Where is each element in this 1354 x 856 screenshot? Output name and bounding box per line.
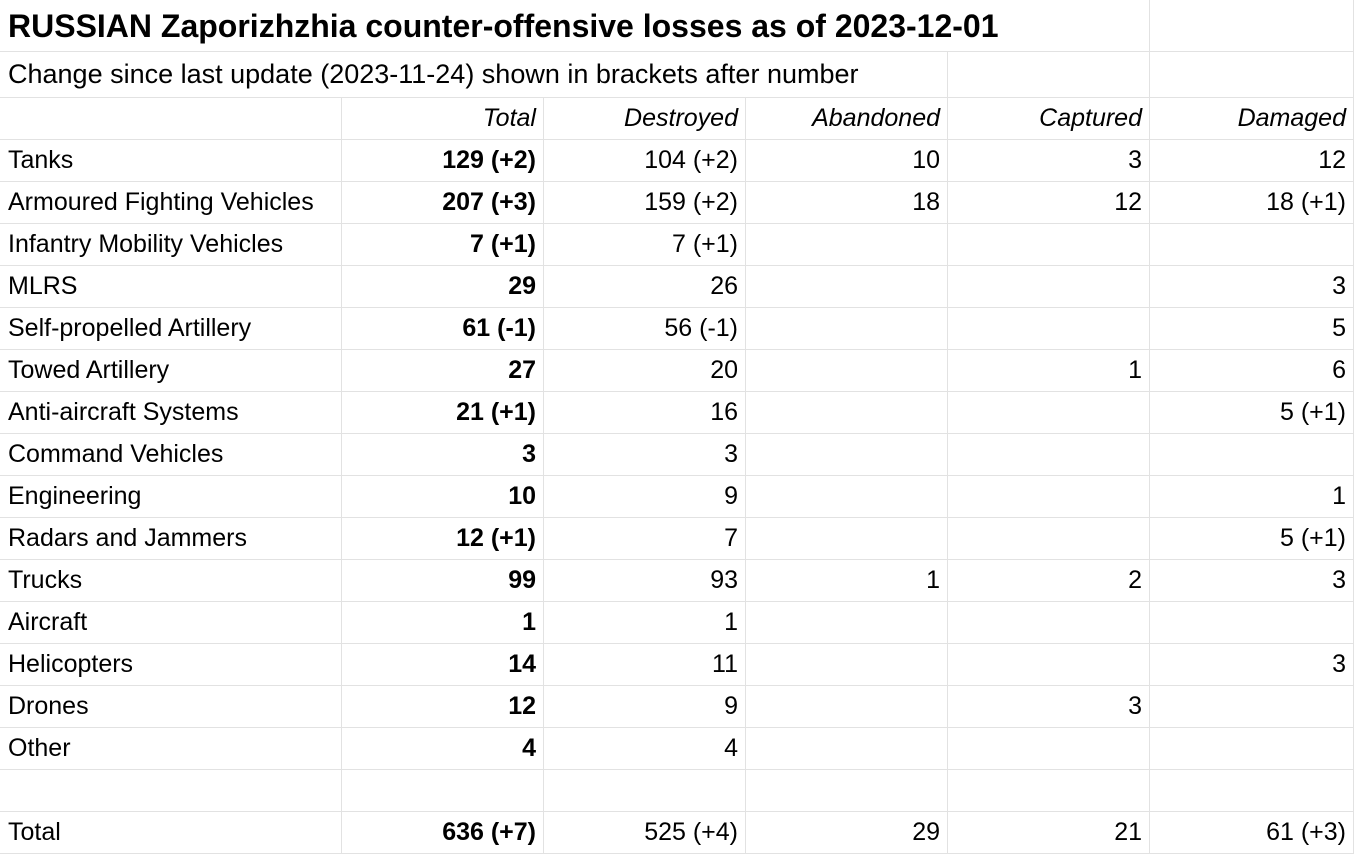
damaged-cell[interactable] bbox=[1150, 224, 1354, 266]
destroyed-cell[interactable]: 104 (+2) bbox=[544, 140, 746, 182]
captured-cell[interactable]: 12 bbox=[948, 182, 1150, 224]
destroyed-cell[interactable]: 4 bbox=[544, 728, 746, 770]
empty-cell[interactable] bbox=[0, 770, 342, 812]
destroyed-cell[interactable]: 26 bbox=[544, 266, 746, 308]
total-cell[interactable]: 61 (-1) bbox=[342, 308, 544, 350]
header-cell-damaged[interactable]: Damaged bbox=[1150, 98, 1354, 140]
row-label[interactable]: Self-propelled Artillery bbox=[0, 308, 342, 350]
totals-label[interactable]: Total bbox=[0, 812, 342, 854]
row-label[interactable]: Drones bbox=[0, 686, 342, 728]
empty-cell[interactable] bbox=[1150, 0, 1354, 52]
total-cell[interactable]: 7 (+1) bbox=[342, 224, 544, 266]
damaged-cell[interactable]: 3 bbox=[1150, 560, 1354, 602]
damaged-cell[interactable] bbox=[1150, 728, 1354, 770]
row-label[interactable]: Anti-aircraft Systems bbox=[0, 392, 342, 434]
abandoned-cell[interactable] bbox=[746, 644, 948, 686]
abandoned-cell[interactable] bbox=[746, 266, 948, 308]
damaged-cell[interactable] bbox=[1150, 434, 1354, 476]
abandoned-cell[interactable]: 18 bbox=[746, 182, 948, 224]
captured-cell[interactable]: 1 bbox=[948, 350, 1150, 392]
row-label[interactable]: Towed Artillery bbox=[0, 350, 342, 392]
empty-cell[interactable] bbox=[544, 770, 746, 812]
sheet-subtitle[interactable]: Change since last update (2023-11-24) shown in brackets after number bbox=[0, 52, 948, 98]
empty-cell[interactable] bbox=[1150, 52, 1354, 98]
total-cell[interactable]: 12 bbox=[342, 686, 544, 728]
row-label[interactable]: Command Vehicles bbox=[0, 434, 342, 476]
row-label[interactable]: MLRS bbox=[0, 266, 342, 308]
captured-cell[interactable] bbox=[948, 266, 1150, 308]
total-cell[interactable]: 99 bbox=[342, 560, 544, 602]
abandoned-cell[interactable] bbox=[746, 686, 948, 728]
header-cell-total[interactable]: Total bbox=[342, 98, 544, 140]
row-label[interactable]: Armoured Fighting Vehicles bbox=[0, 182, 342, 224]
total-cell[interactable]: 207 (+3) bbox=[342, 182, 544, 224]
row-label[interactable]: Engineering bbox=[0, 476, 342, 518]
empty-cell[interactable] bbox=[948, 52, 1150, 98]
header-cell-destroyed[interactable]: Destroyed bbox=[544, 98, 746, 140]
totals-destroyed-cell[interactable]: 525 (+4) bbox=[544, 812, 746, 854]
damaged-cell[interactable]: 5 (+1) bbox=[1150, 518, 1354, 560]
destroyed-cell[interactable]: 93 bbox=[544, 560, 746, 602]
row-label[interactable]: Helicopters bbox=[0, 644, 342, 686]
row-label[interactable]: Trucks bbox=[0, 560, 342, 602]
destroyed-cell[interactable]: 1 bbox=[544, 602, 746, 644]
empty-cell[interactable] bbox=[746, 770, 948, 812]
empty-cell[interactable] bbox=[1150, 770, 1354, 812]
abandoned-cell[interactable] bbox=[746, 728, 948, 770]
captured-cell[interactable] bbox=[948, 644, 1150, 686]
totals-damaged-cell[interactable]: 61 (+3) bbox=[1150, 812, 1354, 854]
total-cell[interactable]: 1 bbox=[342, 602, 544, 644]
total-cell[interactable]: 3 bbox=[342, 434, 544, 476]
captured-cell[interactable] bbox=[948, 224, 1150, 266]
abandoned-cell[interactable] bbox=[746, 224, 948, 266]
captured-cell[interactable] bbox=[948, 476, 1150, 518]
damaged-cell[interactable]: 5 bbox=[1150, 308, 1354, 350]
captured-cell[interactable]: 3 bbox=[948, 686, 1150, 728]
destroyed-cell[interactable]: 16 bbox=[544, 392, 746, 434]
abandoned-cell[interactable]: 1 bbox=[746, 560, 948, 602]
header-cell-captured[interactable]: Captured bbox=[948, 98, 1150, 140]
abandoned-cell[interactable] bbox=[746, 350, 948, 392]
row-label[interactable]: Other bbox=[0, 728, 342, 770]
totals-captured-cell[interactable]: 21 bbox=[948, 812, 1150, 854]
sheet-title[interactable]: RUSSIAN Zaporizhzhia counter-offensive losses as of 2023-12-01 bbox=[0, 0, 1150, 52]
damaged-cell[interactable]: 1 bbox=[1150, 476, 1354, 518]
total-cell[interactable]: 21 (+1) bbox=[342, 392, 544, 434]
damaged-cell[interactable]: 18 (+1) bbox=[1150, 182, 1354, 224]
header-cell-category[interactable] bbox=[0, 98, 342, 140]
captured-cell[interactable] bbox=[948, 392, 1150, 434]
row-label[interactable]: Radars and Jammers bbox=[0, 518, 342, 560]
destroyed-cell[interactable]: 11 bbox=[544, 644, 746, 686]
empty-cell[interactable] bbox=[342, 770, 544, 812]
abandoned-cell[interactable] bbox=[746, 434, 948, 476]
empty-cell[interactable] bbox=[948, 770, 1150, 812]
abandoned-cell[interactable] bbox=[746, 392, 948, 434]
destroyed-cell[interactable]: 9 bbox=[544, 476, 746, 518]
destroyed-cell[interactable]: 159 (+2) bbox=[544, 182, 746, 224]
destroyed-cell[interactable]: 7 (+1) bbox=[544, 224, 746, 266]
totals-total-cell[interactable]: 636 (+7) bbox=[342, 812, 544, 854]
destroyed-cell[interactable]: 56 (-1) bbox=[544, 308, 746, 350]
row-label[interactable]: Infantry Mobility Vehicles bbox=[0, 224, 342, 266]
destroyed-cell[interactable]: 7 bbox=[544, 518, 746, 560]
damaged-cell[interactable]: 3 bbox=[1150, 644, 1354, 686]
total-cell[interactable]: 12 (+1) bbox=[342, 518, 544, 560]
damaged-cell[interactable]: 3 bbox=[1150, 266, 1354, 308]
abandoned-cell[interactable] bbox=[746, 602, 948, 644]
damaged-cell[interactable] bbox=[1150, 686, 1354, 728]
destroyed-cell[interactable]: 20 bbox=[544, 350, 746, 392]
captured-cell[interactable] bbox=[948, 518, 1150, 560]
abandoned-cell[interactable] bbox=[746, 308, 948, 350]
captured-cell[interactable] bbox=[948, 308, 1150, 350]
total-cell[interactable]: 10 bbox=[342, 476, 544, 518]
damaged-cell[interactable] bbox=[1150, 602, 1354, 644]
total-cell[interactable]: 29 bbox=[342, 266, 544, 308]
abandoned-cell[interactable] bbox=[746, 476, 948, 518]
row-label[interactable]: Aircraft bbox=[0, 602, 342, 644]
totals-abandoned-cell[interactable]: 29 bbox=[746, 812, 948, 854]
destroyed-cell[interactable]: 3 bbox=[544, 434, 746, 476]
captured-cell[interactable]: 3 bbox=[948, 140, 1150, 182]
captured-cell[interactable]: 2 bbox=[948, 560, 1150, 602]
destroyed-cell[interactable]: 9 bbox=[544, 686, 746, 728]
header-cell-abandoned[interactable]: Abandoned bbox=[746, 98, 948, 140]
total-cell[interactable]: 4 bbox=[342, 728, 544, 770]
row-label[interactable]: Tanks bbox=[0, 140, 342, 182]
total-cell[interactable]: 14 bbox=[342, 644, 544, 686]
abandoned-cell[interactable] bbox=[746, 518, 948, 560]
total-cell[interactable]: 27 bbox=[342, 350, 544, 392]
captured-cell[interactable] bbox=[948, 728, 1150, 770]
abandoned-cell[interactable]: 10 bbox=[746, 140, 948, 182]
damaged-cell[interactable]: 12 bbox=[1150, 140, 1354, 182]
damaged-cell[interactable]: 6 bbox=[1150, 350, 1354, 392]
captured-cell[interactable] bbox=[948, 434, 1150, 476]
total-cell[interactable]: 129 (+2) bbox=[342, 140, 544, 182]
captured-cell[interactable] bbox=[948, 602, 1150, 644]
damaged-cell[interactable]: 5 (+1) bbox=[1150, 392, 1354, 434]
